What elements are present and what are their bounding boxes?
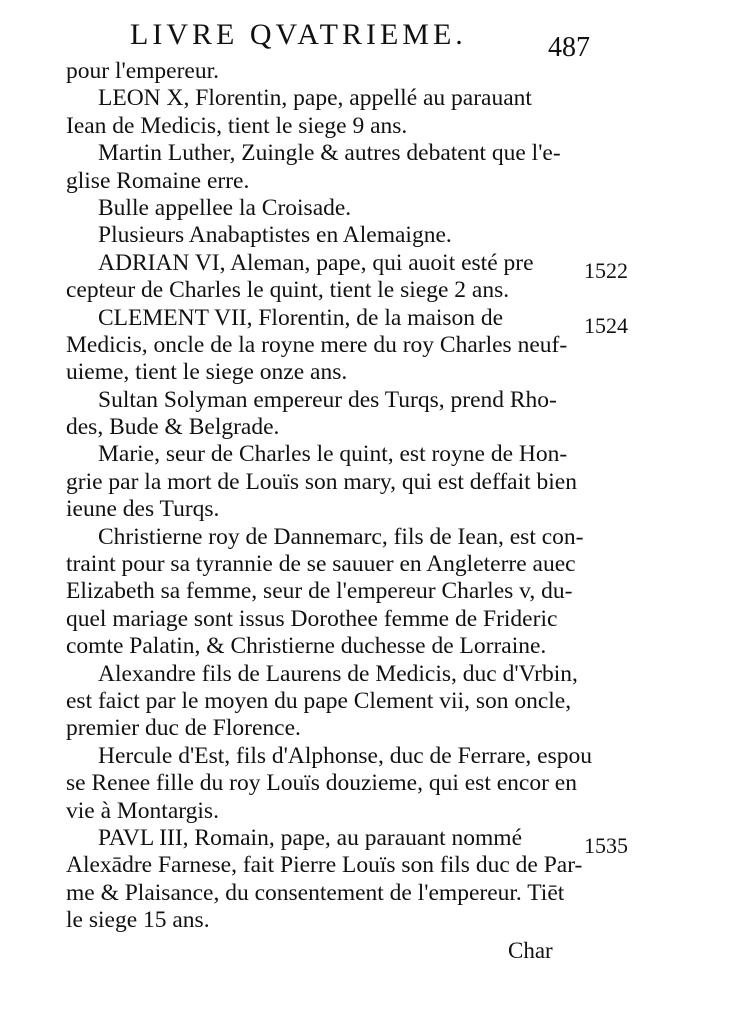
page-number: 487 xyxy=(548,32,590,63)
text-line: Medicis, oncle de la royne mere du roy Charles neuf- xyxy=(66,331,568,358)
body-text xyxy=(66,58,592,935)
text-line: Marie, seur de Charles le quint, est royne de Hon- xyxy=(98,441,568,468)
text-line: Christierne roy de Dannemarc, fils de Iean, est con- xyxy=(98,523,584,550)
text-line: uieme, tient le siege onze ans. xyxy=(66,359,348,386)
text-line: Martin Luther, Zuingle & autres debatent que l'e- xyxy=(98,140,561,167)
text-line: Plusieurs Anabaptistes en Alemaigne. xyxy=(98,222,452,249)
text-line: quel mariage sont issus Dorothee femme de Frideric xyxy=(66,605,558,632)
text-line: des, Bude & Belgrade. xyxy=(66,414,280,441)
catchword: Char xyxy=(508,938,553,963)
text-line: Bulle appellee la Croisade. xyxy=(98,194,352,221)
text-line: premier duc de Florence. xyxy=(66,715,301,742)
text-line: comte Palatin, & Christierne duchesse de Lorraine. xyxy=(66,633,547,660)
text-line: PAVL III, Romain, pape, au parauant nommé xyxy=(98,824,522,851)
text-line: glise Romaine erre. xyxy=(66,167,250,194)
text-line: se Renee fille du roy Louïs douzieme, qui est encor en xyxy=(66,770,577,797)
text-line: LEON X, Florentin, pape, appellé au parauant xyxy=(98,85,532,112)
text-line: cepteur de Charles le quint, tient le siege 2 ans. xyxy=(66,277,510,304)
text-line: Hercule d'Est, fils d'Alphonse, duc de Ferrare, espou xyxy=(98,742,592,769)
text-line: Sultan Solyman empereur des Turqs, prend Rho- xyxy=(98,386,557,413)
text-line: grie par la mort de Louïs son mary, qui est deffait bien xyxy=(66,468,577,495)
text-line: vie à Montargis. xyxy=(66,797,219,824)
running-title: LIVRE QVATRIEME. xyxy=(130,18,467,51)
text-line: Iean de Medicis, tient le siege 9 ans. xyxy=(66,112,408,139)
text-line: Alexādre Farnese, fait Pierre Louïs son fils duc de Par- xyxy=(66,852,583,879)
text-line: est faict par le moyen du pape Clement vii, son oncle, xyxy=(66,687,572,714)
text-line: ieune des Turqs. xyxy=(66,496,220,523)
text-line: Alexandre fils de Laurens de Medicis, duc d'Vrbin, xyxy=(98,660,578,687)
text-line: pour l'empereur. xyxy=(66,58,220,84)
text-line: le siege 15 ans. xyxy=(66,907,210,934)
margin-year: 1524 xyxy=(584,313,628,338)
text-line: ADRIAN VI, Aleman, pape, qui auoit esté pre xyxy=(98,249,534,276)
text-line: CLEMENT VII, Florentin, de la maison de xyxy=(98,304,504,331)
margin-year: 1522 xyxy=(584,258,628,283)
text-line: Elizabeth sa femme, seur de l'empereur Charles v, du- xyxy=(66,578,573,605)
text-line: traint pour sa tyrannie de se sauuer en Angleterre auec xyxy=(66,551,576,578)
text-line: me & Plaisance, du consentement de l'empereur. Tiēt xyxy=(66,879,565,906)
margin-year: 1535 xyxy=(584,833,628,858)
